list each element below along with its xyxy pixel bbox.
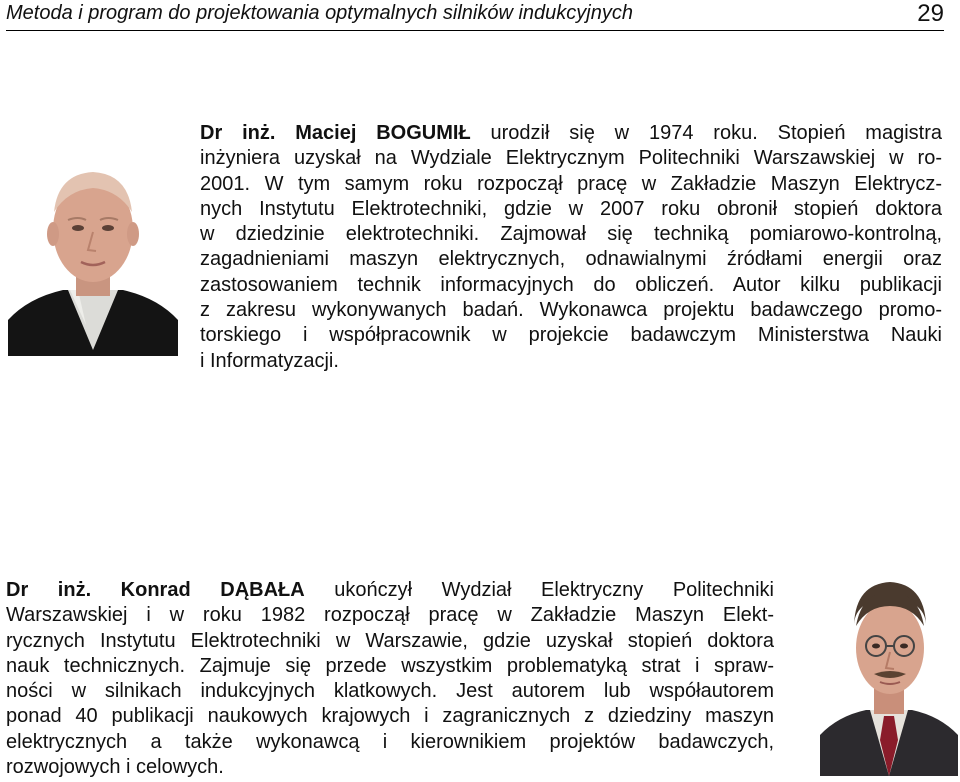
bio-text-line: zagadnieniami maszyn elektrycznych, odnawialnymi źródłami energii oraz [200,248,942,271]
bio-text-line: ponad 40 publikacji naukowych krajowych i zagranicznych z dziedziny maszyn [6,705,774,728]
bio-text-line: rozwojowych i celowych. [6,756,224,779]
bio-text-line: nych Instytutu Elektrotechniki, gdzie w 2007 roku obronił stopień doktora [200,197,942,220]
bio-text-line: w dziedzinie elektrotechniki. Zajmował się techniką pomiarowo-kontrolną, [200,223,942,246]
page-header [6,0,944,31]
bio-text-line: zastosowaniem technik informacyjnych do obliczeń. Autor kilku publikacji [200,273,942,296]
bio-text-line: ukończył Wydział Elektryczny Politechniki [304,579,774,601]
bio-text-line: rycznych Instytutu Elektrotechniki w Warszawie, gdzie uzyskał stopień doktora [6,629,774,652]
bio-maciej-bogumil [200,121,942,374]
bio-konrad-dabala [6,578,774,780]
bio-text-line: Warszawskiej i w roku 1982 rozpoczął pracę w Zakładzie Maszyn Elekt- [6,604,774,627]
bio-text-line: nauk technicznych. Zajmuje się przede wszystkim problematyką strat i spraw- [6,654,774,677]
bio-text-line: i Informatyzacji. [200,349,339,372]
bio-text-line: ności w silnikach indukcyjnych klatkowych. Jest autorem lub współautorem [6,680,774,703]
running-title: Metoda i program do projektowania optymalnych silników indukcyjnych [6,2,633,24]
portrait-photo-konrad-dabala [820,570,958,776]
bio-text-line: elektrycznych a także wykonawcą i kierownikiem projektów badawczych, [6,730,774,753]
portrait-photo-maciej-bogumil [8,150,178,356]
bio-text-line: z zakresu wykonywanych badań. Wykonawca projektu badawczego promo- [200,299,942,322]
bio-text-line: 2001. W tym samym roku rozpoczął pracę w Zakładzie Maszyn Elektrycz- [200,172,942,195]
page-number: 29 [917,0,944,27]
bio-name-maciej-bogumil: Dr inż. Maciej BOGUMIŁ [200,122,471,144]
bio-text-line: torskiego i współpracownik w projekcie badawczym Ministerstwa Nauki [200,324,942,347]
bio-name-konrad-dabala: Dr inż. Konrad DĄBAŁA [6,579,305,601]
bio-text-line: inżyniera uzyskał na Wydziale Elektrycznym Politechniki Warszawskiej w ro- [200,147,942,170]
bio-text-line: urodził się w 1974 roku. Stopień magistra [470,122,942,144]
